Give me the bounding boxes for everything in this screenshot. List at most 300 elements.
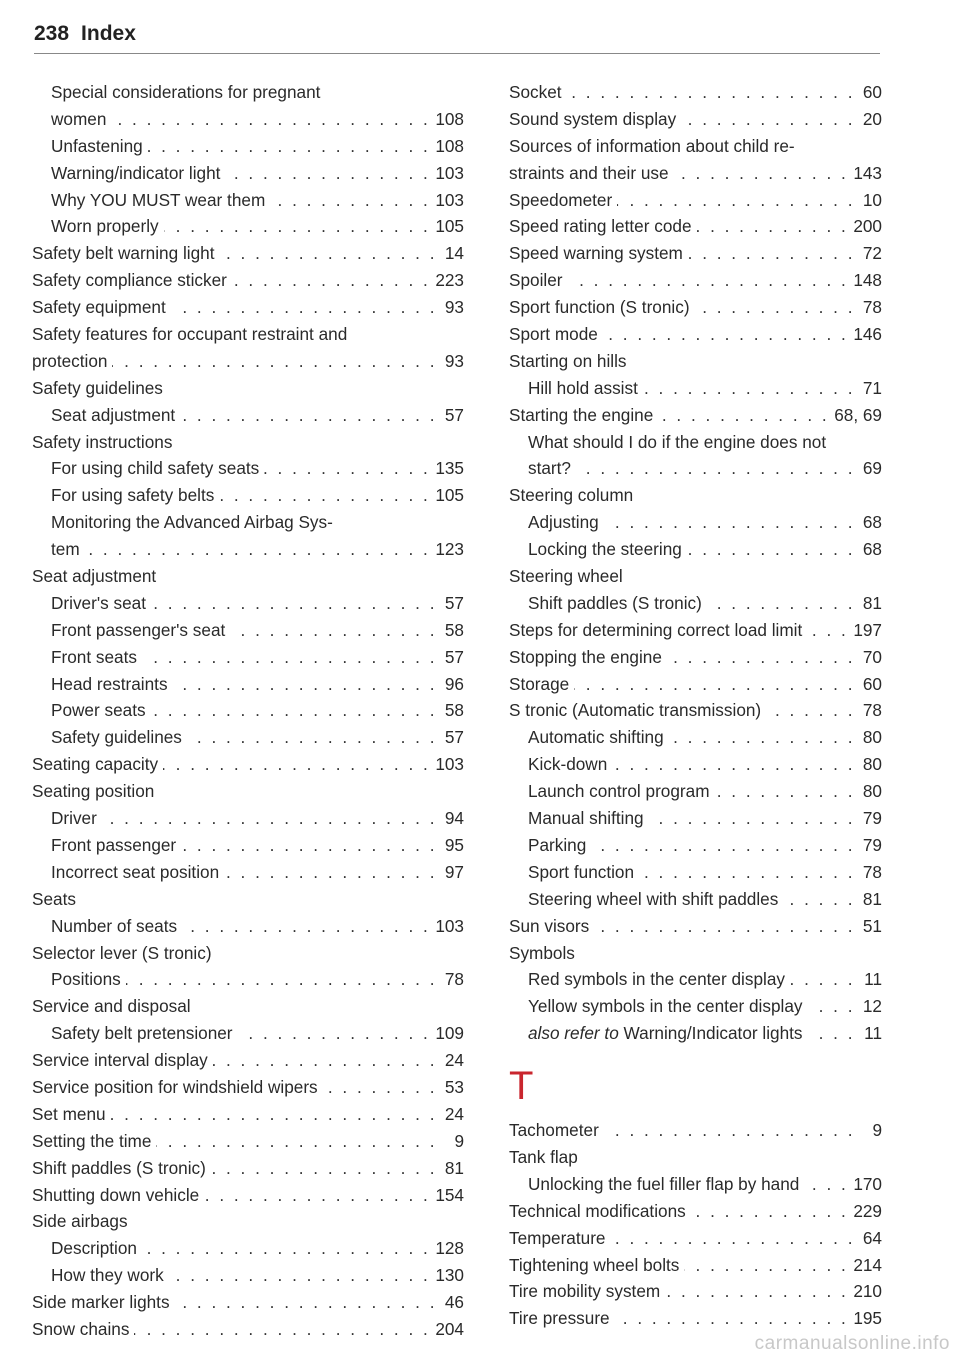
index-entry xyxy=(32,267,464,294)
index-letter-heading: T xyxy=(509,1064,534,1109)
dot-leader xyxy=(148,133,431,160)
page-header xyxy=(34,22,880,54)
dot-leader xyxy=(213,1047,437,1074)
index-entry-page[interactable]: 24 xyxy=(444,1050,464,1071)
index-entry xyxy=(32,240,464,267)
index-entry-label: Front passenger xyxy=(51,834,177,855)
index-entry-page[interactable]: 210 xyxy=(853,1281,882,1302)
index-entry xyxy=(32,1235,464,1262)
index-entry xyxy=(509,213,882,240)
index-entry xyxy=(509,671,882,698)
index-entry xyxy=(32,482,464,509)
index-entry-label: How they work xyxy=(51,1265,164,1286)
index-entry xyxy=(32,429,464,456)
index-entry xyxy=(32,563,464,590)
index-entry-label: Steering wheel with shift paddles xyxy=(528,888,779,909)
index-entry xyxy=(32,1208,464,1235)
index-entry xyxy=(32,1262,464,1289)
index-entry-label: Side marker lights xyxy=(32,1292,170,1313)
index-entry-page[interactable]: 95 xyxy=(444,834,464,855)
index-entry-page[interactable]: 9 xyxy=(872,1120,882,1141)
dot-leader xyxy=(808,993,855,1020)
dot-leader xyxy=(270,187,430,214)
index-entry xyxy=(509,751,882,778)
dot-leader xyxy=(808,1020,855,1047)
index-entry-label: start? xyxy=(528,458,571,479)
index-entry xyxy=(32,402,464,429)
dot-leader xyxy=(156,1128,437,1155)
index-entry-page[interactable]: 78 xyxy=(444,969,464,990)
index-entry xyxy=(509,805,882,832)
index-entry-label: Seat adjustment xyxy=(51,404,176,425)
index-entry-page[interactable]: 135 xyxy=(435,458,464,479)
dot-leader xyxy=(649,805,855,832)
index-entry-label: Locking the steering xyxy=(528,539,682,560)
index-entry-label: Incorrect seat position xyxy=(51,861,220,882)
index-entry-label: Front seats xyxy=(51,646,137,667)
index-entry-label: Driver's seat xyxy=(51,592,146,613)
index-entry xyxy=(509,536,882,563)
index-entry xyxy=(32,644,464,671)
dot-leader xyxy=(639,859,855,886)
index-entry-label: Description xyxy=(51,1238,137,1259)
index-entry-page[interactable]: 68, 69 xyxy=(834,404,882,425)
index-entry-page[interactable]: 108 xyxy=(435,135,464,156)
dot-leader xyxy=(151,590,437,617)
index-entry-page[interactable]: 200 xyxy=(853,216,882,237)
index-entry-page[interactable]: 93 xyxy=(444,297,464,318)
dot-leader xyxy=(134,1316,430,1343)
dot-leader xyxy=(219,482,430,509)
dot-leader xyxy=(643,375,855,402)
dot-leader xyxy=(85,536,431,563)
index-entry xyxy=(32,832,464,859)
index-entry-page[interactable]: 12 xyxy=(862,996,882,1017)
index-entry-label: Stopping the engine xyxy=(509,646,662,667)
dot-leader xyxy=(695,294,855,321)
index-entry-page[interactable]: 57 xyxy=(444,592,464,613)
index-entry-label: Speedometer xyxy=(509,189,613,210)
index-entry-page[interactable]: 78 xyxy=(862,297,882,318)
dot-leader xyxy=(187,724,437,751)
index-entry-label: Seating position xyxy=(32,781,155,802)
index-entry-label: protection xyxy=(32,350,108,371)
index-entry-label: Steering wheel xyxy=(509,566,623,587)
dot-leader xyxy=(697,213,849,240)
index-entry-label: Kick-down xyxy=(528,754,608,775)
index-entry-label: Safety equipment xyxy=(32,297,166,318)
index-entry xyxy=(509,240,882,267)
dot-leader xyxy=(219,240,437,267)
index-entry-page[interactable]: 195 xyxy=(853,1308,882,1329)
index-entry-label: Service interval display xyxy=(32,1050,208,1071)
index-entry-label: Socket xyxy=(509,82,562,102)
index-entry-label: Red symbols in the center display xyxy=(528,969,785,990)
dot-leader xyxy=(669,724,855,751)
dot-leader xyxy=(232,267,430,294)
index-entry xyxy=(509,294,882,321)
dot-leader xyxy=(594,913,855,940)
index-entry-label: Shift paddles (S tronic) xyxy=(528,592,702,613)
index-entry-page[interactable]: 78 xyxy=(862,700,882,721)
page-number: 238 xyxy=(34,22,70,45)
index-entry-page[interactable]: 214 xyxy=(853,1254,882,1275)
index-entry-label: Power seats xyxy=(51,700,146,721)
index-entry-label: Steering column xyxy=(509,485,634,506)
index-entry xyxy=(32,106,464,133)
index-entry xyxy=(509,617,882,644)
index-entry xyxy=(509,160,882,187)
index-entry xyxy=(32,294,464,321)
index-entry xyxy=(32,321,464,348)
index-entry-page[interactable]: 69 xyxy=(862,458,882,479)
index-entry-label: Safety belt pretensioner xyxy=(51,1023,233,1044)
index-entry-page[interactable]: 46 xyxy=(444,1292,464,1313)
index-entry xyxy=(32,590,464,617)
index-entry-page[interactable]: 10 xyxy=(862,189,882,210)
index-entry-label: Unfastening xyxy=(51,135,143,156)
dot-leader xyxy=(658,402,829,429)
dot-leader xyxy=(681,106,855,133)
index-entry xyxy=(32,509,464,536)
index-entry xyxy=(32,536,464,563)
dot-leader xyxy=(684,1252,848,1279)
index-entry-label: Safety compliance sticker xyxy=(32,270,227,291)
index-entry-page[interactable]: 94 xyxy=(444,808,464,829)
index-entry-page[interactable]: 70 xyxy=(862,646,882,667)
dot-leader xyxy=(102,805,437,832)
index-entry-label: Sport function xyxy=(528,861,635,882)
index-entry xyxy=(32,913,464,940)
index-entry-label: Parking xyxy=(528,834,587,855)
index-entry-page[interactable]: 105 xyxy=(435,485,464,506)
dot-leader xyxy=(238,1020,431,1047)
watermark: carmanualsonline.info xyxy=(754,1333,950,1354)
index-entry xyxy=(32,778,464,805)
index-see-also: also refer to xyxy=(528,1023,619,1044)
index-entry-label: Starting the engine xyxy=(509,404,654,425)
index-entry-label: Setting the time xyxy=(32,1130,152,1151)
index-entry-label: Temperature xyxy=(509,1227,606,1248)
dot-leader xyxy=(617,187,855,214)
dot-leader xyxy=(615,1305,849,1332)
index-entry-label: Service and disposal xyxy=(32,996,191,1017)
index-entry xyxy=(509,993,882,1020)
dot-leader xyxy=(783,886,855,913)
index-entry-page[interactable]: 108 xyxy=(435,108,464,129)
index-entry-label: Unlocking the fuel filler flap by hand xyxy=(528,1173,800,1194)
index-entry-label: Tank flap xyxy=(509,1146,578,1167)
index-entry-label: Safety instructions xyxy=(32,431,173,452)
index-entry xyxy=(509,886,882,913)
dot-leader xyxy=(568,267,849,294)
index-entry-label: Positions xyxy=(51,969,121,990)
dot-leader xyxy=(604,509,855,536)
index-entry xyxy=(509,429,882,456)
index-entry-label: Number of seats xyxy=(51,915,178,936)
index-entry-page[interactable]: 93 xyxy=(444,350,464,371)
index-entry xyxy=(509,267,882,294)
dot-leader xyxy=(224,859,437,886)
index-entry-label: Shift paddles (S tronic) xyxy=(32,1157,206,1178)
index-entry-page[interactable]: 57 xyxy=(444,646,464,667)
index-entry-label: For using child safety seats xyxy=(51,458,260,479)
index-entry-label: Starting on hills xyxy=(509,350,627,371)
index-entry-label: Tire pressure xyxy=(509,1308,610,1329)
index-entry-label: Sport mode xyxy=(509,324,598,345)
index-entry xyxy=(509,348,882,375)
index-entry xyxy=(509,966,882,993)
index-entry xyxy=(509,590,882,617)
index-entry xyxy=(509,1305,882,1332)
index-entry-page[interactable]: 64 xyxy=(862,1227,882,1248)
index-entry-page[interactable]: 68 xyxy=(862,512,882,533)
index-entry xyxy=(509,133,882,160)
index-entry xyxy=(509,778,882,805)
index-entry xyxy=(32,751,464,778)
index-entry-page[interactable]: 51 xyxy=(862,915,882,936)
index-entry-label: Safety belt warning light xyxy=(32,243,215,264)
index-entry xyxy=(32,160,464,187)
dot-leader xyxy=(163,751,430,778)
index-entry-label: Adjusting xyxy=(528,512,599,533)
index-entry xyxy=(32,886,464,913)
index-entry-label: Technical modifications xyxy=(509,1200,686,1221)
index-entry-label: Warning/indicator light xyxy=(51,162,221,183)
index-entry-page[interactable]: 229 xyxy=(853,1200,882,1221)
index-entry xyxy=(32,455,464,482)
index-entry xyxy=(32,671,464,698)
index-entry xyxy=(509,187,882,214)
index-entry-label: Seating capacity xyxy=(32,754,159,775)
dot-leader xyxy=(567,79,855,106)
index-entry-page[interactable]: 9 xyxy=(454,1130,464,1151)
index-entry-page[interactable]: 204 xyxy=(435,1318,464,1339)
index-entry-page[interactable]: 80 xyxy=(862,727,882,748)
index-entry-page[interactable]: 170 xyxy=(853,1173,882,1194)
index-entry xyxy=(32,859,464,886)
index-entry xyxy=(509,832,882,859)
index-entry-page[interactable]: 58 xyxy=(444,700,464,721)
index-entry-label: Hill hold assist xyxy=(528,377,638,398)
index-entry xyxy=(32,617,464,644)
index-entry-page[interactable]: 103 xyxy=(435,162,464,183)
index-entry xyxy=(509,79,882,106)
index-entry xyxy=(32,1074,464,1101)
index-entry-label: For using safety belts xyxy=(51,485,215,506)
index-entry xyxy=(509,455,882,482)
dot-leader xyxy=(211,1155,437,1182)
index-entry-label: Tachometer xyxy=(509,1120,599,1141)
index-entry-page[interactable]: 11 xyxy=(864,969,882,990)
index-entry-page[interactable]: 24 xyxy=(444,1103,464,1124)
index-entry-page[interactable]: 81 xyxy=(862,888,882,909)
index-entry xyxy=(509,509,882,536)
index-entry-page[interactable]: 103 xyxy=(435,189,464,210)
dot-leader xyxy=(181,832,437,859)
index-entry-page[interactable]: 57 xyxy=(444,727,464,748)
index-column-right xyxy=(509,79,882,1332)
index-entry-label: Automatic shifting xyxy=(528,727,664,748)
index-entry-page[interactable]: 81 xyxy=(862,592,882,613)
index-entry xyxy=(509,1278,882,1305)
index-entry-page[interactable]: 154 xyxy=(435,1184,464,1205)
index-entry xyxy=(32,1047,464,1074)
index-entry-label: Speed warning system xyxy=(509,243,683,264)
index-entry xyxy=(509,1020,882,1047)
index-entry xyxy=(509,321,882,348)
dot-leader xyxy=(171,294,437,321)
index-entry-page[interactable]: 146 xyxy=(853,324,882,345)
section-title: Index xyxy=(81,22,136,45)
dot-leader xyxy=(604,1117,855,1144)
index-entry-label: straints and their use xyxy=(509,162,669,183)
index-entry xyxy=(509,482,882,509)
index-entry xyxy=(32,1128,464,1155)
index-entry xyxy=(509,644,882,671)
index-entry-page[interactable]: 11 xyxy=(864,1023,882,1044)
index-entry xyxy=(32,697,464,724)
index-entry-label: Monitoring the Advanced Airbag Sys- xyxy=(51,512,333,533)
index-entry xyxy=(32,940,464,967)
dot-leader xyxy=(126,966,437,993)
dot-leader xyxy=(230,617,437,644)
dot-leader xyxy=(164,213,431,240)
dot-leader xyxy=(674,160,849,187)
index-entry xyxy=(32,724,464,751)
dot-leader xyxy=(180,402,437,429)
index-entry-page[interactable]: 14 xyxy=(444,243,464,264)
dot-leader xyxy=(807,617,848,644)
index-entry-page[interactable]: 80 xyxy=(862,781,882,802)
index-entry-page[interactable]: 79 xyxy=(862,808,882,829)
index-entry xyxy=(509,1198,882,1225)
index-entry-label: Selector lever (S tronic) xyxy=(32,942,212,963)
index-entry-label: Tire mobility system xyxy=(509,1281,661,1302)
index-entry xyxy=(32,966,464,993)
dot-leader xyxy=(169,1262,431,1289)
index-entry-label: Driver xyxy=(51,808,97,829)
index-entry-page[interactable]: 60 xyxy=(862,82,882,102)
index-entry-page[interactable]: 109 xyxy=(435,1023,464,1044)
dot-leader xyxy=(715,778,855,805)
index-entry xyxy=(509,913,882,940)
index-entry-page[interactable]: 80 xyxy=(862,754,882,775)
index-entry-label: Why YOU MUST wear them xyxy=(51,189,266,210)
index-entry-label: Sport function (S tronic) xyxy=(509,297,690,318)
index-entry xyxy=(32,1155,464,1182)
dot-leader xyxy=(804,1171,848,1198)
index-entry xyxy=(32,1182,464,1209)
index-entry xyxy=(509,724,882,751)
index-entry xyxy=(32,348,464,375)
dot-leader xyxy=(323,1074,437,1101)
index-entry-page[interactable]: 103 xyxy=(435,754,464,775)
index-entry-page[interactable]: 130 xyxy=(435,1265,464,1286)
index-entry-page[interactable]: 197 xyxy=(853,619,882,640)
index-entry xyxy=(509,375,882,402)
index-entry-label: Seat adjustment xyxy=(32,566,157,587)
index-entry-label: Side airbags xyxy=(32,1211,128,1232)
index-entry xyxy=(32,187,464,214)
index-entry-page[interactable]: 78 xyxy=(862,861,882,882)
index-entry xyxy=(32,1101,464,1128)
index-entry xyxy=(32,1020,464,1047)
index-entry-page[interactable]: 143 xyxy=(853,162,882,183)
index-entry-label: Symbols xyxy=(509,942,575,963)
index-entry-label: Storage xyxy=(509,673,570,694)
dot-leader xyxy=(707,590,855,617)
dot-leader xyxy=(175,1289,437,1316)
index-entry-label: Seats xyxy=(32,888,76,909)
index-entry-label: tem xyxy=(51,539,80,560)
index-entry-page[interactable]: 71 xyxy=(862,377,882,398)
index-entry-page[interactable]: 123 xyxy=(435,539,464,560)
index-entry-label: Tightening wheel bolts xyxy=(509,1254,680,1275)
index-entry-label: Yellow symbols in the center display xyxy=(528,996,803,1017)
dot-leader xyxy=(574,671,855,698)
index-entry-label: Shutting down vehicle xyxy=(32,1184,200,1205)
index-entry-page[interactable]: 79 xyxy=(862,834,882,855)
index-entry-label: What should I do if the engine does not xyxy=(528,431,827,452)
index-entry-page[interactable]: 128 xyxy=(435,1238,464,1259)
dot-leader xyxy=(591,832,855,859)
index-entry-label: Snow chains xyxy=(32,1318,130,1339)
index-entry-label: Service position for windshield wipers xyxy=(32,1076,318,1097)
index-entry-label: Special considerations for pregnant xyxy=(51,82,321,102)
index-entry-label: Steps for determining correct load limit xyxy=(509,619,803,640)
index-entry-page[interactable]: 72 xyxy=(862,243,882,264)
index-entry xyxy=(509,402,882,429)
index-entry-page[interactable]: 58 xyxy=(444,619,464,640)
index-entry-label: Head restraints xyxy=(51,673,168,694)
index-column-left xyxy=(32,79,464,1343)
dot-leader xyxy=(576,455,855,482)
index-entry-page[interactable]: 60 xyxy=(862,673,882,694)
index-entry-page[interactable]: 57 xyxy=(444,404,464,425)
index-entry-page[interactable]: 223 xyxy=(435,270,464,291)
index-entry-label: Worn properly xyxy=(51,216,159,237)
index-entry-page[interactable]: 103 xyxy=(435,915,464,936)
index-entry-label: Manual shifting xyxy=(528,808,644,829)
index-entry xyxy=(509,859,882,886)
index-entry-page[interactable]: 96 xyxy=(444,673,464,694)
index-entry xyxy=(32,133,464,160)
index-entry-label: Front passenger's seat xyxy=(51,619,226,640)
index-entry-page[interactable]: 53 xyxy=(444,1076,464,1097)
index-entry xyxy=(509,1117,882,1144)
index-entry-page[interactable]: 105 xyxy=(435,216,464,237)
dot-leader xyxy=(688,240,855,267)
index-entry-label: women xyxy=(51,108,107,129)
index-entry xyxy=(32,805,464,832)
index-entry xyxy=(32,213,464,240)
dot-leader xyxy=(687,536,855,563)
index-entry-label: Sun visors xyxy=(509,915,590,936)
dot-leader xyxy=(111,1101,437,1128)
index-entry-page[interactable]: 20 xyxy=(862,108,882,129)
index-entry-page[interactable]: 68 xyxy=(862,539,882,560)
index-entry-page[interactable]: 81 xyxy=(444,1157,464,1178)
index-entry xyxy=(32,1316,464,1343)
index-entry-page[interactable]: 148 xyxy=(853,270,882,291)
dot-leader xyxy=(665,1278,848,1305)
index-entry-label: Speed rating letter code xyxy=(509,216,692,237)
index-entry xyxy=(509,1171,882,1198)
index-entry-page[interactable]: 97 xyxy=(444,861,464,882)
dot-leader xyxy=(173,671,437,698)
index-entry-label: Safety guidelines xyxy=(51,727,182,748)
